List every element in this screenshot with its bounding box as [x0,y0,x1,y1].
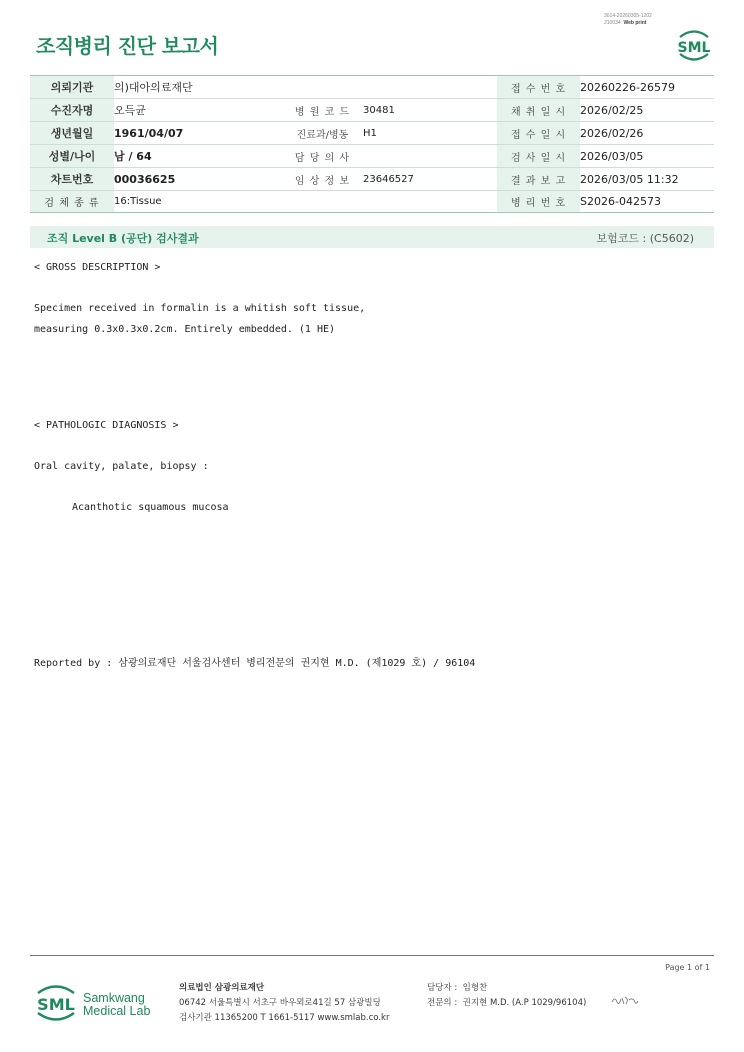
info-row [30,191,714,213]
brand-name-line1: Samkwang [83,991,145,1005]
pathology-no-label: 병 리 번 호 [497,191,580,213]
footer-org-name: 의료법인 삼광의료재단 [179,983,265,993]
received-value: 2026/02/26 [580,122,714,145]
footer-org-info [179,981,389,1026]
hospital-code-value: 30481 [363,99,497,122]
dept-label: 진료과/병동 [282,122,363,145]
pathologic-diagnosis-header: < PATHOLOGIC DIAGNOSIS > [34,420,179,431]
dob-label: 생년월일 [30,122,114,145]
page-number: Page 1 of 1 [665,963,710,972]
footer-specialist-row: 전문의 : 권지현 M.D. (A.P 1029/96104) [427,998,587,1008]
info-row [30,122,714,145]
print-id-line2: 210034 Web print [604,20,647,26]
sml-logo-icon [674,25,714,63]
result-section-bar [30,226,714,248]
hospital-code-label: 병 원 코 드 [282,99,363,122]
signature-icon [610,993,640,1009]
reported-label: 결 과 보 고 [497,168,580,191]
referring-org-label: 의뢰기관 [30,76,114,99]
patient-name-label: 수진자명 [30,99,114,122]
footer-divider [30,955,714,956]
clinical-info-value: 23646527 [363,168,497,191]
footer-staff-info [427,981,586,1011]
insurance-code: 보험코드 : (C5602) [596,232,694,245]
info-row [30,99,714,122]
tested-label: 검 사 일 시 [497,145,580,168]
chart-no-value: 00036625 [114,168,282,191]
gross-description-header: < GROSS DESCRIPTION > [34,262,161,273]
chart-no-label: 차트번호 [30,168,114,191]
logo-text: SML [37,995,75,1014]
collected-value: 2026/02/25 [580,99,714,122]
sex-age-label: 성별/나이 [30,145,114,168]
footer-address: 06742 서울특별시 서초구 바우뫼로41길 57 삼광빌딩 [179,998,381,1008]
diagnosis-site: Oral cavity, palate, biopsy : [34,461,209,472]
specimen-label: 검 체 종 류 [30,191,114,213]
footer-specialist-name: 권지현 M.D. (A.P 1029/96104) [462,998,587,1008]
specimen-value: 16:Tissue [114,191,497,213]
reported-value: 2026/03/05 11:32 [580,168,714,191]
svg-text:SML: SML [677,40,711,56]
print-id [604,13,652,27]
footer-staff-row: 담당자 : 임형찬 [427,983,488,993]
received-label: 접 수 일 시 [497,122,580,145]
accession-no-label: 접 수 번 호 [497,76,580,99]
physician-value [363,145,497,168]
patient-name-value: 오득균 [114,99,282,122]
referring-org-value: 의)대아의료재단 [114,76,497,99]
tested-value: 2026/03/05 [580,145,714,168]
patient-info-table [30,75,714,213]
physician-label: 담 당 의 사 [282,145,363,168]
info-row [30,168,714,191]
diagnosis-result: Acanthotic squamous mucosa [72,502,229,513]
dept-value: H1 [363,122,497,145]
footer-staff-name: 임형찬 [462,983,488,993]
page-title: 조직병리 진단 보고서 [36,34,219,58]
dob-value: 1961/04/07 [114,122,282,145]
accession-no-value: 20260226-26579 [580,76,714,99]
result-section-title: 조직 Level B (공단) 검사결과 [47,232,199,245]
gross-description-line: measuring 0.3x0.3x0.2cm. Entirely embedded. (1 HE) [34,324,336,335]
info-row [30,76,714,99]
pathology-no-value: S2026-042573 [580,191,714,213]
print-id-line1: 3014-20260305-1202 [604,13,652,19]
footer-contact: 검사기관 11365200 T 1661-5117 www.smlab.co.kr [179,1013,390,1023]
brand-name-line2: Medical Lab [83,1004,151,1018]
gross-description-line: Specimen received in formalin is a whitish soft tissue, [34,303,366,314]
clinical-info-label: 임 상 정 보 [282,168,363,191]
reported-by: Reported by : 삼광의료재단 서울검사센터 병리전문의 권지현 M.D. (제1029 호) / 96104 [34,658,476,669]
info-row [30,145,714,168]
samkwang-logo-icon [36,982,156,1024]
collected-label: 채 취 일 시 [497,99,580,122]
sex-age-value: 남 / 64 [114,145,282,168]
